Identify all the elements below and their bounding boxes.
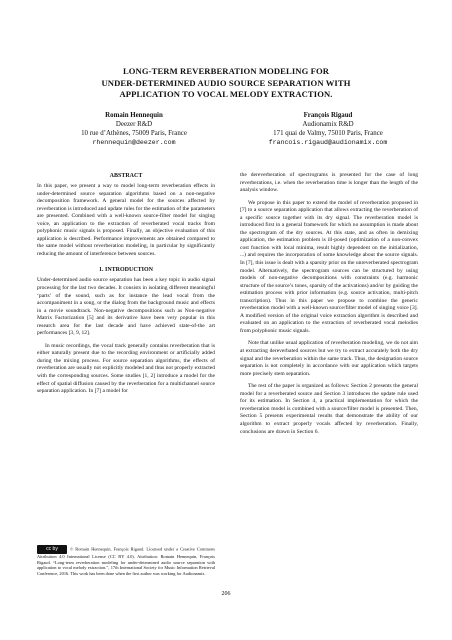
intro-paragraph-2: In music recordings, the vocal track generally contains reverberation that is either naturally present due to the recording environment or artificially added during the mixing process. For source separation algorithms, the effects of reverberation are usually not explicitly modeled and thus not properly extracted with the corresponding sources. Some studies [1, 2] introduce a model for the effect of spatial diffusion caused by the reverberation for a multichannel source separation application. In [7] a model for [37,342,215,395]
body-paragraph: Note that unlike usual application of reverberation modeling, we do not aim at extracting dereverbated sources but we try to extract accurately both the dry signal and the reverberation within the same track. Thus, the designation source separation is not completely in accordance with our application which targets more precisely stem separation. [240,340,418,377]
author-affiliation: Deezer R&D [115,120,153,128]
page-number: 206 [221,591,231,597]
author-block-2 [240,112,416,148]
cc-license-icon: cc by [37,545,67,554]
left-column [37,172,215,401]
intro-paragraph-1: Under-determined audio source separation has been a key topic in audio signal processing for the last two decades. It consists in isolating different meaningful ‘parts’ of the sound, such as for instance the lead vocal from the accompaniment in a song, or the dialog from the background music and effects in a movie soundtrack. Non-negative decompositions such as Non-negative Matrix Factorization [5] and its derivative have been very popular in this research area for the last decade and have achieved state-of-the art performances [3, 9, 12]. [37,277,215,337]
license-text: © Romain Hennequin, François Rigaud. Licensed under a Creative Commons Attribution 4.0 International License (CC BY 4.0). Attribution: Romain Hennequin, François Rigaud. “Long-term reverberation modeling for under-determined audio source separation with application to vocal melody extraction.”, 17th International Society for Music Information Retrieval Conference, 2016. This work has been done when the first author was working for Audionamix. [37,546,215,577]
author-name: Romain Hennequin [105,112,163,119]
author-email[interactable]: francois.rigaud@audionamix.com [268,138,388,146]
body-paragraph: The rest of the paper is organized as follows: Section 2 presents the general model for a reverberated source and Section 3 introduces the update rule used for its estimation. In Section 4, a practical implementation for which the reverberation model is combined with a source/filter model is presented. Then, Section 5 presents experimental results that demonstrate the ability of our algorithm to extract properly vocals affected by reverberation. Finally, conclusions are drawn in Section 6. [240,383,418,435]
author-email[interactable]: rhennequin@deezer.com [92,138,176,146]
title-line: APPLICATION TO VOCAL MELODY EXTRACTION. [119,89,333,99]
right-column [240,172,418,441]
introduction-heading: 1. INTRODUCTION [98,267,153,274]
author-address: 10 rue d’Athènes, 75009 Paris, France [81,129,187,137]
author-address: 171 quai de Valmy, 75010 Paris, France [273,129,383,137]
author-block-1 [54,112,214,148]
paper-title [40,66,412,101]
author-name: François Rigaud [303,112,353,119]
title-line: LONG-TERM REVERBERATION MODELING FOR [122,66,330,76]
body-paragraph: We propose in this paper to extend the model of reverberation proposed in [7] to a source separation application that allows extracting the reverberation of a specific source together with its dry signal. The reverberation model is introduced first in a general framework for which no assumption is made about the spectrogram of the dry sources. At this state, and as often in demixing application, the estimation problem is ill-posed (optimization of a non-convex cost function with local minima, result highly dependent on the initialization, ...) and requires the incorporation of some knowledge about the source signals. In [7], this issue is dealt with a sparsity prior on the unreverberated spectrogram model. Alternatively, the spectrogram sources can be structured by using models of non-negative decompositions with constraints (e.g. harmonic structure of the source’s tones, sparsity of the activations) and/or by guiding the estimation process with prior information (e.g. source activation, multi-pitch transcription). Thus in this paper we propose to combine the generic reverberation model with a well-known source/filter model of singing voice [3]. A modified version of the original voice extraction algorithm is described and evaluated on an application to the extraction of reverberated vocal melodies from polyphonic music signals. [240,199,418,334]
author-affiliation: Audionamix R&D [302,120,354,128]
body-paragraph: the dereverberation of spectrograms is presented for the case of long reverberations, i.e. when the reverberation time is longer than the length of the analysis window. [240,172,418,194]
license-footnote [37,545,215,577]
abstract-heading: ABSTRACT [109,173,143,179]
abstract-text: In this paper, we present a way to model long-term reverberation effects in under-determined source separation algorithms based on a non-negative decomposition framework. A general model for the sources affected by reverberation is introduced and update rules for the estimation of the parameters are presented. Combined with a well-known source-filter model for singing voice, an application to the extraction of reverberated vocal tracks from polyphonic music signals is proposed. Finally, an objective evaluation of this application is described. Performance improvements are obtained compared to the same model without reverberation modeling, in particular by significantly reducing the amount of interference between sources. [37,183,215,257]
title-line: UNDER-DETERMINED AUDIO SOURCE SEPARATION WITH [101,77,351,88]
